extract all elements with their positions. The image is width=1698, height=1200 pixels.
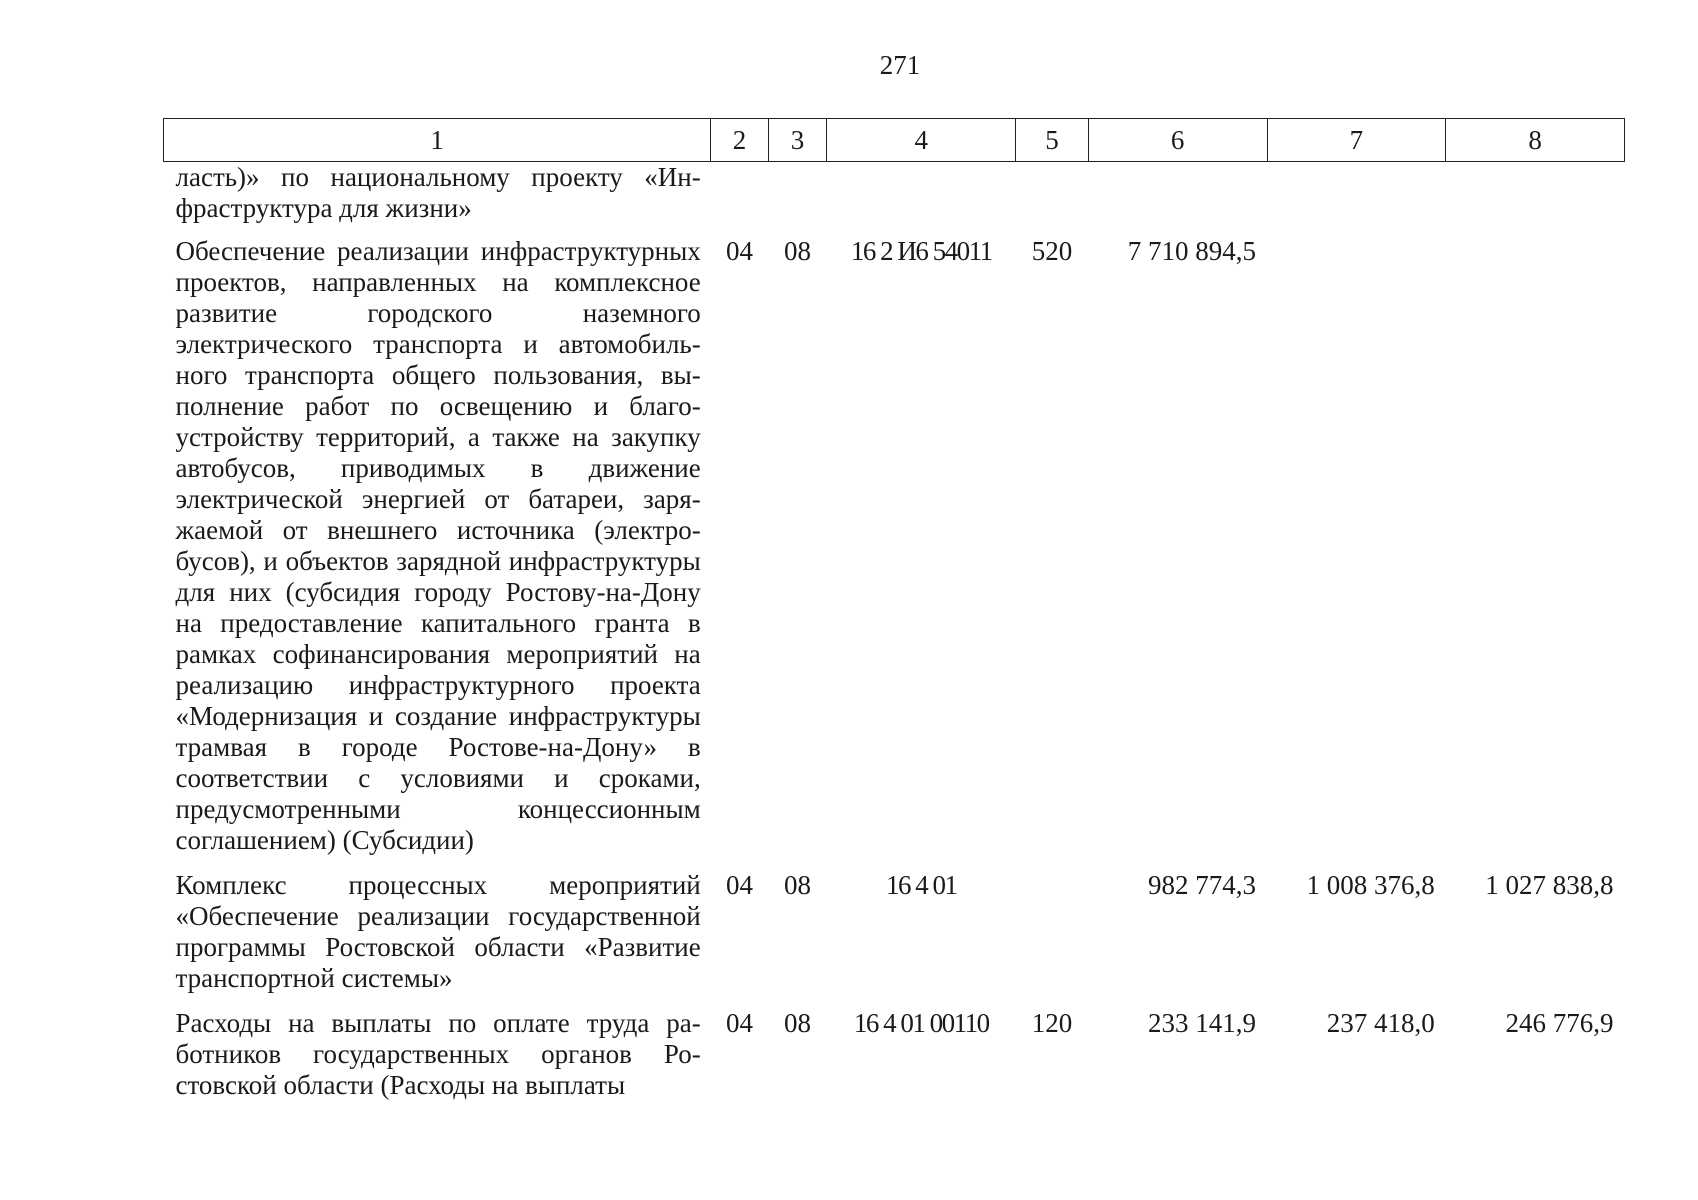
sum-3-cell: 1 027 838,8	[1485, 870, 1614, 900]
target-code-cell: 16 4 01 00110	[853, 1008, 989, 1038]
section-cell: 04	[726, 1008, 753, 1038]
subsection-cell: 08	[784, 1008, 812, 1038]
column-header: 3	[768, 119, 827, 162]
sum-1-cell: 7 710 894,5	[1127, 236, 1257, 266]
row-description: Расходы на выплаты по оплате труда работников государственных органов Ростовской области (Расходы на выплаты	[175, 1008, 701, 1100]
column-header: 6	[1088, 119, 1267, 162]
target-code-cell: 16 4 01	[885, 870, 957, 900]
expense-type-cell: 520	[1031, 236, 1073, 266]
table-row	[164, 1008, 1625, 1115]
sum-1-cell: 982 774,3	[1148, 870, 1257, 900]
section-cell: 04	[726, 870, 753, 900]
expense-type-cell	[1016, 870, 1089, 1008]
target-code-cell	[827, 162, 1016, 237]
expense-type-cell: 120	[1031, 1008, 1073, 1038]
table-row	[164, 870, 1625, 1008]
column-header: 1	[164, 119, 711, 162]
column-header: 8	[1446, 119, 1625, 162]
expense-type-cell	[1016, 162, 1089, 237]
budget-table	[163, 118, 1625, 1115]
table-row	[164, 236, 1625, 870]
sum-2-cell	[1267, 162, 1446, 237]
subsection-cell: 08	[784, 870, 812, 900]
table-header-row	[164, 119, 1625, 162]
row-description: ласть)» по национальному проекту «Инфраструктура для жизни»	[175, 162, 701, 223]
sum-1-cell	[1088, 162, 1267, 237]
sum-3-cell	[1446, 162, 1625, 237]
sum-3-cell: 246 776,9	[1505, 1008, 1614, 1038]
row-description: Обеспечение реализации инфраструктурных проектов, направленных на комплексное развитие городского наземного электрического транспорта и автомобильного транспорта общего пользования, выполнение работ по освещению и благоустройству территорий, а также на закупку автобусов, приводимых в движение электрической энергией от батареи, заряжаемой от внешнего источника (электробусов), и объектов зарядной инфраструктуры для них (субсидия городу Ростову-на-Дону на предоставление капитального гранта в рамках софинансирования мероприятий на реализацию инфраструктурного проекта «Модернизация и создание инфраструктуры трамвая в городе Ростове-на-Дону» в соответствии с условиями и сроками, предусмотренными концессионным соглашением) (Субсидии)	[175, 236, 701, 855]
subsection-cell	[768, 162, 827, 237]
sum-1-cell: 233 141,9	[1148, 1008, 1257, 1038]
column-header: 5	[1016, 119, 1089, 162]
row-description: Комплекс процессных мероприятий «Обеспечение реализации государственной программы Ростовской области «Развитие транспортной системы»	[175, 870, 701, 993]
section-cell	[711, 162, 769, 237]
column-header: 2	[711, 119, 769, 162]
table-row	[164, 162, 1625, 237]
section-cell: 04	[726, 236, 753, 266]
column-header: 7	[1267, 119, 1446, 162]
sum-2-cell: 237 418,0	[1326, 1008, 1435, 1038]
column-header: 4	[827, 119, 1016, 162]
sum-2-cell: 1 008 376,8	[1306, 870, 1435, 900]
sum-2-cell	[1267, 236, 1446, 870]
sum-3-cell	[1446, 236, 1625, 870]
page-number: 271	[879, 50, 921, 80]
target-code-cell: 16 2 И6 54011	[850, 236, 992, 266]
subsection-cell: 08	[784, 236, 812, 266]
